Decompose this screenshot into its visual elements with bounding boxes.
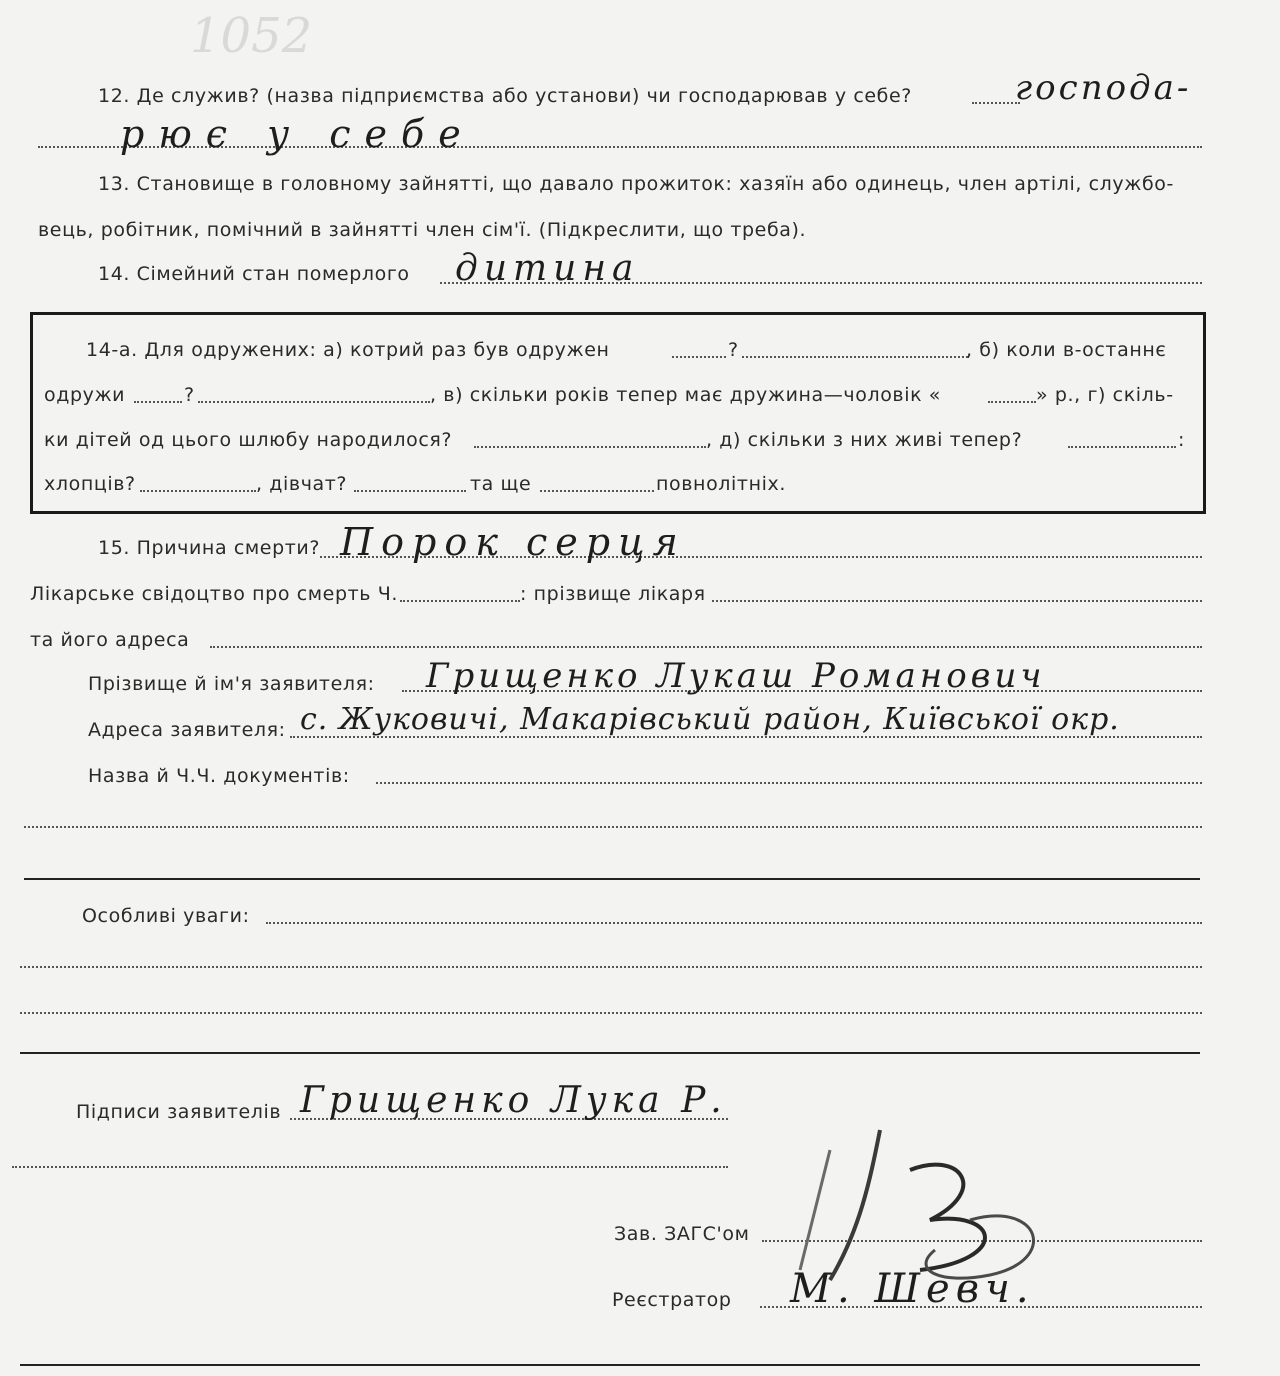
applicant-name-value: Грищенко Лукаш Романович <box>426 656 1046 696</box>
notes-label: Особливі уваги: <box>82 905 250 927</box>
q15-label: 15. Причина смерти? <box>98 537 321 559</box>
q14a-line4-a: хлопців? <box>44 473 136 495</box>
q14a-line3-fill-1 <box>474 446 706 448</box>
q14-answer: дитина <box>455 248 640 289</box>
q14a-line3-a: ки дітей од цього шлюбу народилося? <box>44 429 453 451</box>
q14a-line1-b: , б) коли в-останнє <box>966 339 1167 361</box>
doctor-address-label: та його адреса <box>30 629 190 651</box>
applicant-documents-line <box>376 782 1202 784</box>
q14a-line2-fill-1 <box>134 401 182 403</box>
q14a-line1-fill-2 <box>742 356 968 358</box>
q14a-line1-fill-1 <box>672 356 726 358</box>
notes-line-1 <box>266 922 1202 924</box>
q14a-line2-fill-2 <box>198 401 430 403</box>
doctor-name-line <box>712 600 1202 602</box>
q14a-line4-fill-3 <box>540 490 654 492</box>
doctor-address-line <box>210 646 1202 648</box>
q14a-line3-c: : <box>1178 429 1186 451</box>
q14a-line2-fill-3 <box>988 401 1036 403</box>
q14a-line1-a: 14-а. Для одружених: а) котрий раз був одружен <box>86 339 610 361</box>
q13-line1: 13. Становище в головному зайнятті, що давало прожиток: хазяїн або одинець, член артілі, службо- <box>98 173 1174 195</box>
q14a-line4-b: , дівчат? <box>256 473 348 495</box>
med-certificate-number-line <box>400 600 520 602</box>
q14a-line3-fill-2 <box>1068 446 1176 448</box>
notes-line-3 <box>20 1012 1202 1014</box>
zags-head-label: Зав. ЗАГС'ом <box>614 1223 750 1245</box>
doctor-label: : прізвище лікаря <box>520 583 706 605</box>
applicant-signature-line-2 <box>12 1166 728 1168</box>
q14a-line2-a: одружи <box>44 384 126 406</box>
applicant-address-label: Адреса заявителя: <box>88 719 286 741</box>
q14a-line1-q: ? <box>728 339 739 361</box>
registrar-signature: М. Шевч. <box>790 1266 1035 1312</box>
applicant-documents-line-2 <box>24 826 1202 828</box>
q15-answer: Порок серця <box>340 520 686 564</box>
applicant-address-value: с. Жуковичі, Макарівський район, Київської окр. <box>300 702 1120 737</box>
q14a-line2-c: » р., г) скіль- <box>1036 384 1174 406</box>
faded-stamp-mark: 1052 <box>190 8 313 64</box>
q14a-line2-b: , в) скільки років тепер має дружина—чоловік « <box>430 384 942 406</box>
section-divider-2 <box>20 1052 1200 1054</box>
applicant-name-label: Прізвище й ім'я заявителя: <box>88 673 375 695</box>
q12-answer-line1: господа- <box>1015 68 1192 108</box>
q14a-line4-c: та ще <box>470 473 532 495</box>
q12-label: 12. Де служив? (назва підприємства або установи) чи господарював у себе? <box>98 85 912 107</box>
q14a-line4-d: повнолітніх. <box>656 473 786 495</box>
notes-line-2 <box>20 966 1202 968</box>
q14a-line2-q: ? <box>184 384 195 406</box>
registrar-label: Реєстратор <box>612 1289 732 1311</box>
applicant-signature: Грищенко Лука Р. <box>300 1080 727 1121</box>
applicant-documents-label: Назва й Ч.Ч. документів: <box>88 765 350 787</box>
med-certificate-label: Лікарське свідоцтво про смерть Ч. <box>30 583 398 605</box>
applicant-signatures-label: Підписи заявителів <box>76 1101 282 1123</box>
q14-label: 14. Сімейний стан померлого <box>98 263 410 285</box>
section-divider-1 <box>24 878 1200 880</box>
bottom-rule <box>20 1364 1200 1366</box>
q14a-line4-fill-1 <box>140 490 256 492</box>
q13-line2: вець, робітник, помічний в зайнятті член сім'ї. (Підкреслити, що треба). <box>38 219 807 241</box>
q14a-line4-fill-2 <box>354 490 466 492</box>
q14a-line3-b: , д) скільки з них живі тепер? <box>706 429 1023 451</box>
q12-answer-line2: рює у себе <box>120 112 475 156</box>
q12-fill-line <box>972 102 1020 104</box>
